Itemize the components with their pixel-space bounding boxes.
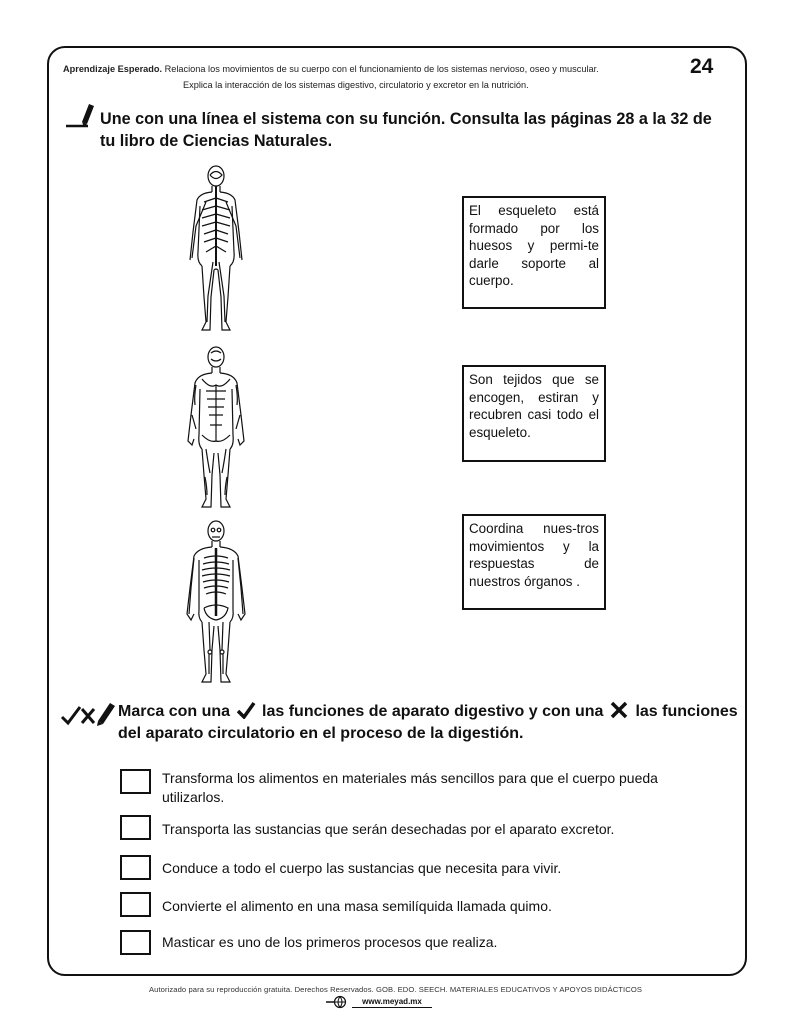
function-box-nervous: Coordina nues-tros movimientos y la respuestas de nuestros órganos . xyxy=(462,514,606,610)
checkbox[interactable] xyxy=(120,930,151,955)
expected-learning-text-1: Relaciona los movimientos de su cuerpo con el funcionamiento de los sistemas nervioso, oseo y muscular. xyxy=(164,64,599,74)
page-number: 24 xyxy=(690,55,714,78)
activity2-instruction xyxy=(118,701,738,745)
function-box-muscles: Son tejidos que se encogen, estiran y recubren casi todo el esqueleto. xyxy=(462,365,606,462)
checklist-item-text: Convierte el alimento en una masa semilíquida llamada quimo. xyxy=(162,898,552,914)
cross-icon xyxy=(609,701,629,719)
checkbox[interactable] xyxy=(120,769,151,794)
footer-website xyxy=(312,996,472,1010)
skeletal-system-figure xyxy=(180,518,252,688)
checkbox[interactable] xyxy=(120,815,151,840)
expected-learning-label: Aprendizaje Esperado. xyxy=(63,64,163,74)
checklist-item-text: Transforma los alimentos en materiales más sencillos para que el cuerpo pueda utilizarlos. xyxy=(162,770,658,805)
expected-learning-line1 xyxy=(63,63,673,75)
check-cross-pencil-icon xyxy=(60,701,116,727)
checkbox[interactable] xyxy=(120,892,151,917)
activity2-instruction-part3: las funciones del aparato circulatorio en el proceso de la digestión. xyxy=(118,703,738,742)
checkmark-icon xyxy=(236,701,256,719)
activity1-instruction: Une con una línea el sistema con su función. Consulta las páginas 28 a la 32 de tu libro de Ciencias Naturales. xyxy=(100,110,712,150)
activity2-instruction-part2: las funciones de aparato digestivo y con una xyxy=(262,703,604,720)
footer-url[interactable]: www.meyad.mx xyxy=(352,996,432,1008)
muscular-system-figure xyxy=(180,345,252,513)
footer-copyright: Autorizado para su reproducción gratuita. Derechos Reservados. GOB. EDO. SEECH. MATERIALES EDUCATIVOS Y APOYOS DIDÁCTICOS xyxy=(148,985,643,994)
checklist-item-text: Conduce a todo el cuerpo las sustancias que necesita para vivir. xyxy=(162,860,562,876)
checklist-item-text: Transporta las sustancias que serán desechadas por el aparato excretor. xyxy=(162,821,615,837)
nervous-system-figure xyxy=(180,162,252,337)
expected-learning-line2: Explica la interacción de los sistemas digestivo, circulatorio y excretor en la nutrición. xyxy=(183,80,529,90)
checkbox[interactable] xyxy=(120,855,151,880)
checklist-item-text: Masticar es uno de los primeros procesos que realiza. xyxy=(162,934,498,950)
activity2-instruction-part1: Marca con una xyxy=(118,703,231,720)
globe-icon xyxy=(326,995,348,1009)
function-box-skeleton: El esqueleto está formado por los huesos y permi-te darle soporte al cuerpo. xyxy=(462,196,606,309)
pencil-icon xyxy=(62,100,98,130)
